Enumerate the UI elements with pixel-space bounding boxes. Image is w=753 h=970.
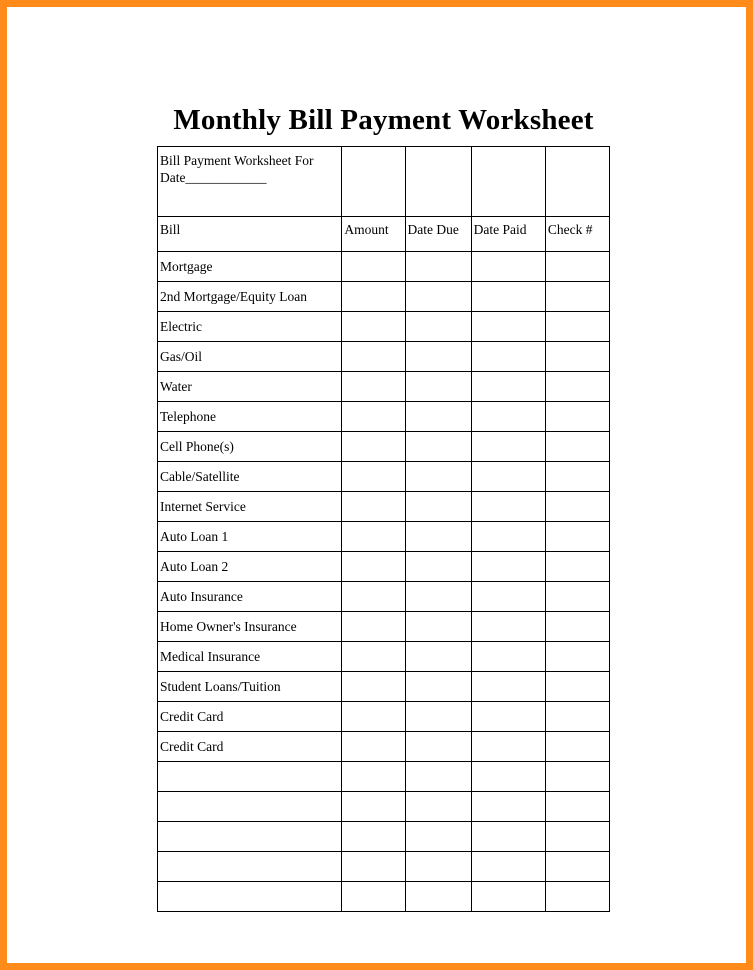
date-due-cell[interactable] bbox=[405, 852, 471, 882]
check-number-cell[interactable] bbox=[545, 612, 609, 642]
bill-row bbox=[158, 882, 610, 912]
bill-name-cell: Credit Card bbox=[158, 732, 342, 762]
bill-name-cell bbox=[158, 882, 342, 912]
bill-name-cell: 2nd Mortgage/Equity Loan bbox=[158, 282, 342, 312]
date-paid-cell[interactable] bbox=[471, 672, 545, 702]
date-due-cell[interactable] bbox=[405, 492, 471, 522]
date-blank-field[interactable]: Date____________ bbox=[160, 170, 267, 185]
bill-name-cell: Electric bbox=[158, 312, 342, 342]
empty-header-cell bbox=[405, 147, 471, 217]
worksheet-header-block bbox=[158, 147, 610, 217]
date-paid-cell[interactable] bbox=[471, 612, 545, 642]
worksheet-for-label: Bill Payment Worksheet For bbox=[160, 153, 314, 168]
bill-name-cell: Cable/Satellite bbox=[158, 462, 342, 492]
check-number-cell[interactable] bbox=[545, 732, 609, 762]
check-number-cell[interactable] bbox=[545, 552, 609, 582]
bill-name-cell: Mortgage bbox=[158, 252, 342, 282]
column-header-date-paid: Date Paid bbox=[471, 217, 545, 252]
bill-row bbox=[158, 522, 610, 552]
column-header-date-due: Date Due bbox=[405, 217, 471, 252]
check-number-cell[interactable] bbox=[545, 282, 609, 312]
bill-name-cell: Water bbox=[158, 372, 342, 402]
date-paid-cell[interactable] bbox=[471, 762, 545, 792]
amount-cell[interactable] bbox=[342, 582, 405, 612]
date-paid-cell[interactable] bbox=[471, 312, 545, 342]
amount-cell[interactable] bbox=[342, 402, 405, 432]
date-due-cell[interactable] bbox=[405, 882, 471, 912]
column-header-row bbox=[158, 217, 610, 252]
bill-name-cell bbox=[158, 762, 342, 792]
date-due-cell[interactable] bbox=[405, 312, 471, 342]
amount-cell[interactable] bbox=[342, 672, 405, 702]
date-due-cell[interactable] bbox=[405, 342, 471, 372]
check-number-cell[interactable] bbox=[545, 252, 609, 282]
date-due-cell[interactable] bbox=[405, 582, 471, 612]
check-number-cell[interactable] bbox=[545, 822, 609, 852]
date-due-cell[interactable] bbox=[405, 552, 471, 582]
check-number-cell[interactable] bbox=[545, 792, 609, 822]
date-due-cell[interactable] bbox=[405, 432, 471, 462]
date-due-cell[interactable] bbox=[405, 252, 471, 282]
date-paid-cell[interactable] bbox=[471, 732, 545, 762]
amount-cell[interactable] bbox=[342, 702, 405, 732]
bill-row bbox=[158, 492, 610, 522]
check-number-cell[interactable] bbox=[545, 432, 609, 462]
amount-cell[interactable] bbox=[342, 372, 405, 402]
date-due-cell[interactable] bbox=[405, 672, 471, 702]
check-number-cell[interactable] bbox=[545, 522, 609, 552]
empty-header-cell bbox=[545, 147, 609, 217]
bill-name-cell: Telephone bbox=[158, 402, 342, 432]
date-paid-cell[interactable] bbox=[471, 642, 545, 672]
date-due-cell[interactable] bbox=[405, 282, 471, 312]
bill-name-cell bbox=[158, 822, 342, 852]
date-paid-cell[interactable] bbox=[471, 522, 545, 552]
bill-row bbox=[158, 732, 610, 762]
bill-name-cell bbox=[158, 792, 342, 822]
empty-header-cell bbox=[471, 147, 545, 217]
bill-row bbox=[158, 432, 610, 462]
bill-name-cell: Medical Insurance bbox=[158, 642, 342, 672]
check-number-cell[interactable] bbox=[545, 402, 609, 432]
check-number-cell[interactable] bbox=[545, 672, 609, 702]
bill-row bbox=[158, 852, 610, 882]
bill-row bbox=[158, 642, 610, 672]
date-due-cell[interactable] bbox=[405, 732, 471, 762]
bill-row bbox=[158, 822, 610, 852]
bill-row bbox=[158, 612, 610, 642]
bill-row bbox=[158, 372, 610, 402]
date-paid-cell[interactable] bbox=[471, 852, 545, 882]
worksheet-for-date-cell bbox=[158, 147, 342, 217]
date-paid-cell[interactable] bbox=[471, 282, 545, 312]
amount-cell[interactable] bbox=[342, 882, 405, 912]
worksheet-table bbox=[157, 146, 610, 912]
bill-name-cell: Auto Insurance bbox=[158, 582, 342, 612]
check-number-cell[interactable] bbox=[545, 852, 609, 882]
bill-name-cell: Student Loans/Tuition bbox=[158, 672, 342, 702]
bill-row bbox=[158, 552, 610, 582]
column-header-amount: Amount bbox=[342, 217, 405, 252]
amount-cell[interactable] bbox=[342, 492, 405, 522]
date-paid-cell[interactable] bbox=[471, 252, 545, 282]
check-number-cell[interactable] bbox=[545, 312, 609, 342]
amount-cell[interactable] bbox=[342, 612, 405, 642]
date-paid-cell[interactable] bbox=[471, 882, 545, 912]
date-due-cell[interactable] bbox=[405, 822, 471, 852]
amount-cell[interactable] bbox=[342, 312, 405, 342]
check-number-cell[interactable] bbox=[545, 642, 609, 672]
date-paid-cell[interactable] bbox=[471, 492, 545, 522]
check-number-cell[interactable] bbox=[545, 462, 609, 492]
check-number-cell[interactable] bbox=[545, 372, 609, 402]
bill-row bbox=[158, 252, 610, 282]
bill-row bbox=[158, 702, 610, 732]
amount-cell[interactable] bbox=[342, 432, 405, 462]
amount-cell[interactable] bbox=[342, 852, 405, 882]
bill-name-cell: Internet Service bbox=[158, 492, 342, 522]
check-number-cell[interactable] bbox=[545, 882, 609, 912]
column-header-bill: Bill bbox=[158, 217, 342, 252]
amount-cell[interactable] bbox=[342, 342, 405, 372]
page-title: Monthly Bill Payment Worksheet bbox=[173, 104, 594, 136]
date-due-cell[interactable] bbox=[405, 642, 471, 672]
bill-row bbox=[158, 672, 610, 702]
amount-cell[interactable] bbox=[342, 792, 405, 822]
bill-row bbox=[158, 282, 610, 312]
bill-name-cell: Auto Loan 1 bbox=[158, 522, 342, 552]
check-number-cell[interactable] bbox=[545, 342, 609, 372]
bill-name-cell: Credit Card bbox=[158, 702, 342, 732]
bill-row bbox=[158, 342, 610, 372]
date-due-cell[interactable] bbox=[405, 702, 471, 732]
bill-row bbox=[158, 462, 610, 492]
date-paid-cell[interactable] bbox=[471, 702, 545, 732]
date-paid-cell[interactable] bbox=[471, 792, 545, 822]
date-paid-cell[interactable] bbox=[471, 552, 545, 582]
check-number-cell[interactable] bbox=[545, 762, 609, 792]
bill-name-cell: Auto Loan 2 bbox=[158, 552, 342, 582]
date-paid-cell[interactable] bbox=[471, 342, 545, 372]
bill-row bbox=[158, 402, 610, 432]
amount-cell[interactable] bbox=[342, 762, 405, 792]
date-paid-cell[interactable] bbox=[471, 432, 545, 462]
date-paid-cell[interactable] bbox=[471, 402, 545, 432]
bill-row bbox=[158, 582, 610, 612]
amount-cell[interactable] bbox=[342, 522, 405, 552]
empty-header-cell bbox=[342, 147, 405, 217]
check-number-cell[interactable] bbox=[545, 582, 609, 612]
bill-name-cell: Gas/Oil bbox=[158, 342, 342, 372]
amount-cell[interactable] bbox=[342, 642, 405, 672]
bill-row bbox=[158, 312, 610, 342]
check-number-cell[interactable] bbox=[545, 492, 609, 522]
amount-cell[interactable] bbox=[342, 282, 405, 312]
amount-cell[interactable] bbox=[342, 462, 405, 492]
date-due-cell[interactable] bbox=[405, 792, 471, 822]
bill-name-cell: Cell Phone(s) bbox=[158, 432, 342, 462]
bill-row bbox=[158, 792, 610, 822]
date-due-cell[interactable] bbox=[405, 462, 471, 492]
date-due-cell[interactable] bbox=[405, 372, 471, 402]
date-paid-cell[interactable] bbox=[471, 582, 545, 612]
amount-cell[interactable] bbox=[342, 822, 405, 852]
bill-name-cell bbox=[158, 852, 342, 882]
date-paid-cell[interactable] bbox=[471, 372, 545, 402]
amount-cell[interactable] bbox=[342, 732, 405, 762]
date-due-cell[interactable] bbox=[405, 612, 471, 642]
date-due-cell[interactable] bbox=[405, 402, 471, 432]
column-header-check-number: Check # bbox=[545, 217, 609, 252]
bill-name-cell: Home Owner's Insurance bbox=[158, 612, 342, 642]
date-paid-cell[interactable] bbox=[471, 822, 545, 852]
check-number-cell[interactable] bbox=[545, 702, 609, 732]
amount-cell[interactable] bbox=[342, 552, 405, 582]
date-due-cell[interactable] bbox=[405, 762, 471, 792]
bill-row bbox=[158, 762, 610, 792]
date-due-cell[interactable] bbox=[405, 522, 471, 552]
date-paid-cell[interactable] bbox=[471, 462, 545, 492]
amount-cell[interactable] bbox=[342, 252, 405, 282]
